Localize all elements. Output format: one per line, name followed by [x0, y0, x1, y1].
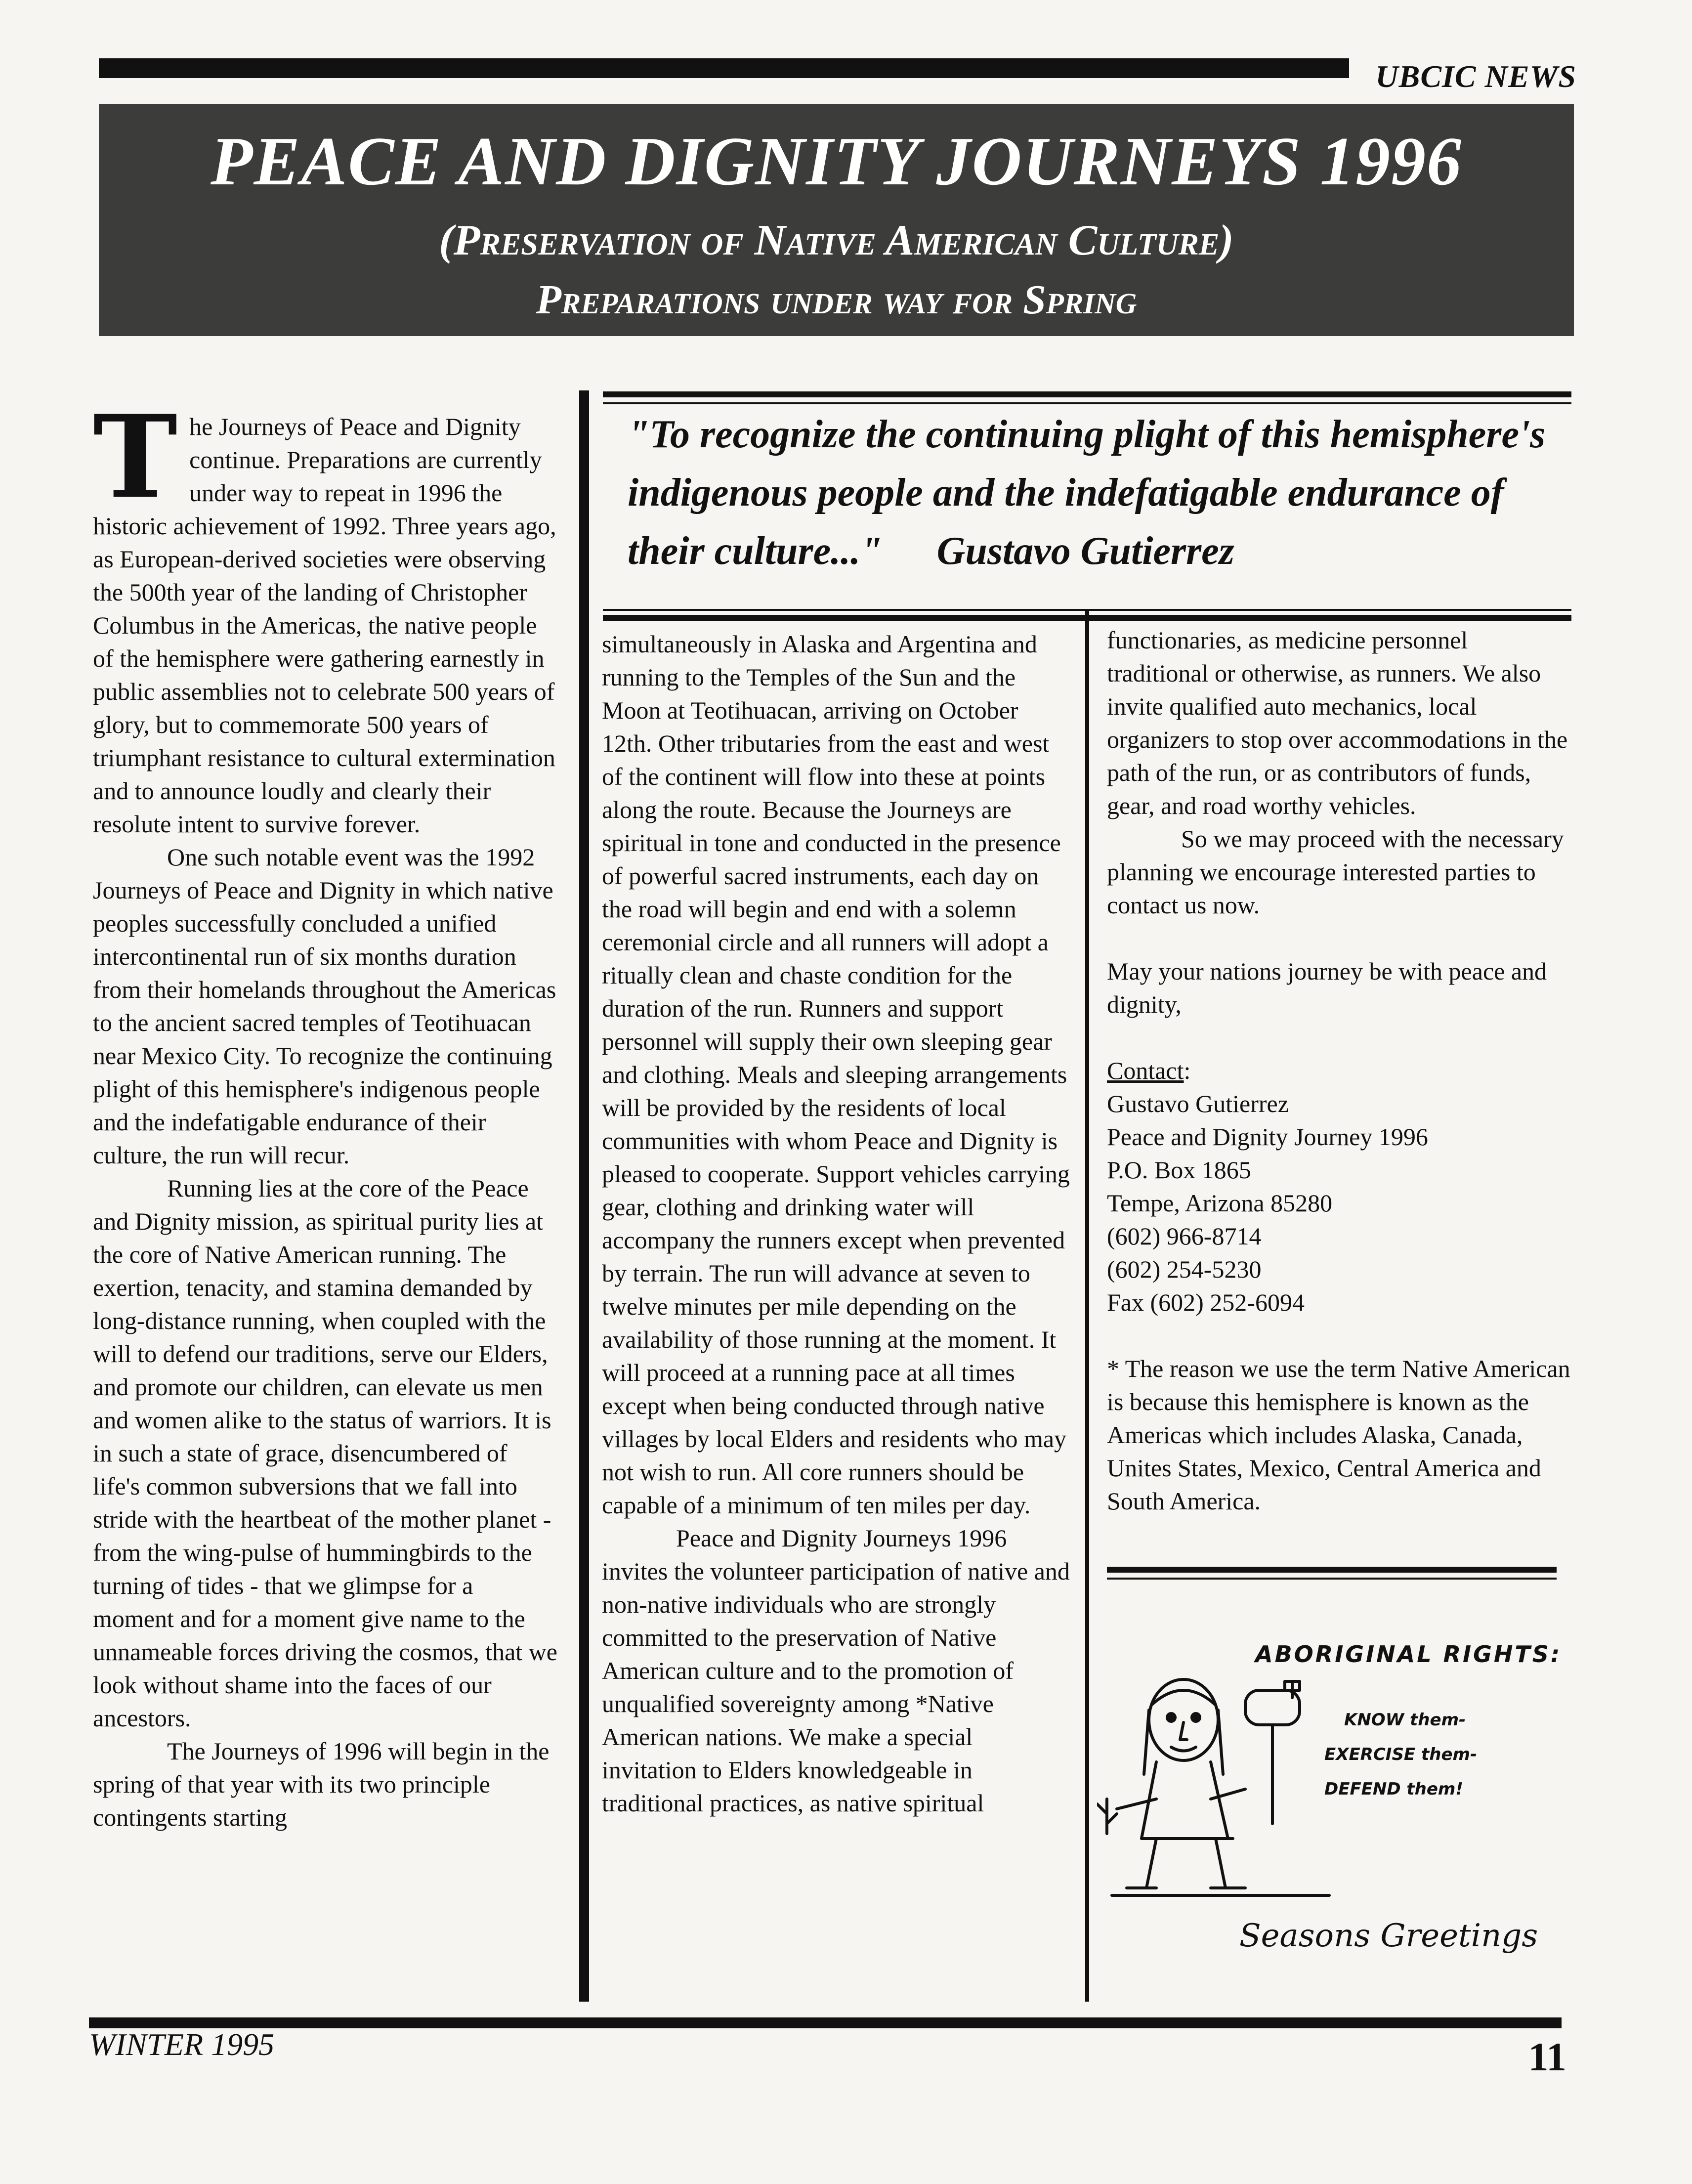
aboriginal-line-2: EXERCISE them- [1324, 1745, 1478, 1764]
col1-paragraph-4: The Journeys of 1996 will begin in the spring of that year with its two principle contingents starting [93, 1737, 550, 1831]
quote-bottom-rule-thick [603, 615, 1571, 621]
box-top-rule-thin [1107, 1578, 1557, 1580]
article-title: PEACE AND DIGNITY JOURNEYS 1996 [211, 123, 1462, 200]
article-subtitle: (Preservation of Native American Culture) [439, 216, 1234, 264]
quote-author: Gustavo Gutierrez [936, 529, 1234, 573]
column-2 [602, 628, 1071, 1820]
col1-paragraph-2: One such notable event was the 1992 Journeys of Peace and Dignity in which native peoples successfully concluded a unified intercontinental run of six months duration from their homelands throughout the Americas to the ancient sacred temples of Teotihuacan near Mexico City. To recognize the continuing plight of this hemisphere's indigenous people and the indefatigable endurance of their culture, the run will recur. [93, 843, 556, 1169]
column-3 [1107, 624, 1571, 1518]
issue-date: WINTER 1995 [89, 2027, 275, 2062]
contact-city: Tempe, Arizona 85280 [1107, 1189, 1333, 1217]
col3-paragraph-2: So we may proceed with the necessary planning we encourage interested parties to contact us now. [1107, 825, 1564, 919]
title-banner [99, 104, 1574, 336]
contact-org: Peace and Dignity Journey 1996 [1107, 1123, 1428, 1151]
quote-text: "To recognize the continuing plight of this hemisphere's indigenous people and the indefatigable endurance of their culture..." [628, 413, 1546, 573]
aboriginal-line-3: DEFEND them! [1324, 1779, 1463, 1799]
contact-phone-1: (602) 966-8714 [1107, 1222, 1262, 1250]
col2-paragraph-2: Peace and Dignity Journeys 1996 invites the volunteer participation of native and non-native individuals who are strongly committed to the preservation of Native American culture and to the promotion of unqualified sovereignty among *Native American nations. We make a special invitation to Elders knowledgeable in traditional practices, as native spiritual [602, 1524, 1070, 1817]
drop-cap: T [93, 390, 178, 524]
box-top-rule [1107, 1567, 1557, 1573]
page-number: 11 [1528, 2034, 1566, 2079]
column-1 [93, 390, 557, 1834]
quote-bottom-rule [603, 609, 1571, 611]
top-rule [99, 58, 1349, 78]
aboriginal-line-1: KNOW them- [1344, 1710, 1466, 1730]
publication-name: UBCIC NEWS [1375, 59, 1576, 94]
col3-paragraph-1: functionaries, as medicine personnel traditional or otherwise, as runners. We also invite qualified auto mechanics, local organizers to stop over accommodations in the path of the run, or as contributors of funds, gear, and road worthy vehicles. [1107, 626, 1568, 819]
col1-paragraph-3: Running lies at the core of the Peace and Dignity mission, as spiritual purity lies at the core of Native American running. The exertion, tenacity, and stamina demanded by long-distance running, when coupled with the will to defend our traditions, serve our Elders, and promote our children, can elevate us men and women alike to the status of warriors. It is in such a state of grace, disencumbered of life's common subversions that we fall into stride with the heartbeat of the mother planet - from the wing-pulse of hummingbirds to the turning of tides - that we glimpse for a moment and for a moment give name to the unnameable forces driving the cosmos, that we look without shame into the faces of our ancestors. [93, 1174, 557, 1732]
closing-line: May your nations journey be with peace and dignity, [1107, 957, 1547, 1018]
column-divider-1 [579, 390, 589, 2002]
col1-paragraph-1: he Journeys of Peace and Dignity continue. Preparations are currently under way to repeat in 1996 the historic achievement of 1992. Three years ago, as European-derived societies were observing the 500th year of the landing of Christopher Columbus in the Americas, the native people of the hemisphere were gathering earnestly in public assemblies not to celebrate 500 years of glory, but to commemorate 500 years of triumphant resistance to cultural extermination and to announce loudly and clearly their resolute intent to survive forever. [93, 413, 556, 838]
contact-label: Contact [1107, 1057, 1184, 1084]
pull-quote [613, 390, 1576, 608]
seasons-greetings: Seasons Greetings [1239, 1918, 1538, 1954]
cartoon-illustration [1097, 1675, 1354, 1903]
contact-name: Gustavo Gutierrez [1107, 1090, 1289, 1117]
footnote: * The reason we use the term Native American is because this hemisphere is known as the Americas which includes Alaska, Canada, Unites States, Mexico, Central America and South America. [1107, 1355, 1570, 1515]
bottom-rule [89, 2017, 1562, 2028]
contact-heading: Contact: [1107, 1057, 1191, 1084]
contact-pobox: P.O. Box 1865 [1107, 1156, 1251, 1184]
col2-paragraph-1: simultaneously in Alaska and Argentina and running to the Temples of the Sun and the Moon at Teotihuacan, arriving on October 12th. Other tributaries from the east and west of the continent will flow into these at points along the route. Because the Journeys are spiritual in tone and conducted in the presence of powerful sacred instruments, each day on the road will begin and end with a solemn ceremonial circle and all runners will adopt a ritually clean and chaste condition for the duration of the run. Runners and support personnel will supply their own sleeping gear and clothing. Meals and sleeping arrangements will be provided by the residents of local communities with whom Peace and Dignity is pleased to cooperate. Support vehicles carrying gear, clothing and drinking water will accompany the runners except when prevented by terrain. The run will advance at seven to twelve minutes per mile depending on the availability of those running at the moment. It will proceed at a running pace at all times except when being conducted through native villages by local Elders and residents who may not wish to run. All core runners should be capable of a minimum of ten miles per day. [602, 630, 1070, 1519]
article-tagline: Preparations under way for Spring [536, 277, 1137, 323]
contact-phone-2: (602) 254-5230 [1107, 1255, 1262, 1283]
contact-fax: Fax (602) 252-6094 [1107, 1288, 1305, 1316]
aboriginal-rights-title: ABORIGINAL RIGHTS: [1255, 1641, 1562, 1668]
column-divider-2 [1085, 609, 1089, 2002]
